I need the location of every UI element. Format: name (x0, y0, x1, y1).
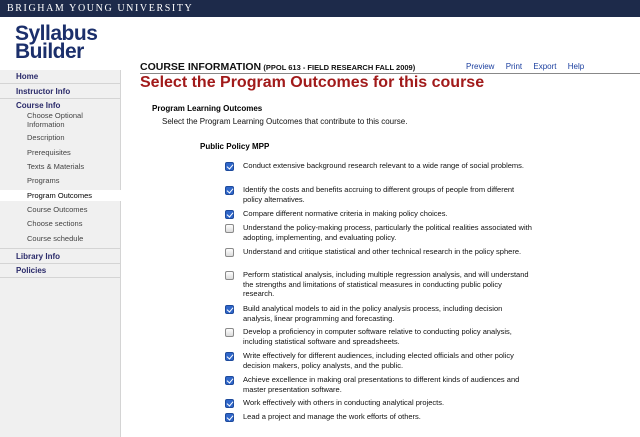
outcome-checkbox[interactable] (225, 413, 234, 422)
top-links (466, 62, 593, 71)
sidebar-item-programs[interactable]: Programs (27, 176, 60, 185)
outcome-checkbox[interactable] (225, 248, 234, 257)
sidebar-item-policies[interactable]: Policies (16, 266, 47, 275)
outcome-text: Conduct extensive background research relevant to a wide range of social problems. (243, 161, 524, 170)
sidebar-item-course-schedule[interactable]: Course schedule (27, 234, 84, 243)
outcome-checkbox[interactable] (225, 328, 234, 337)
outcome-checkbox[interactable] (225, 162, 234, 171)
sidebar-item-texts-materials[interactable]: Texts & Materials (27, 162, 85, 171)
outcome-checkbox[interactable] (225, 224, 234, 233)
choose-optional-line-2: Information (27, 120, 65, 129)
outcome-checkbox[interactable] (225, 210, 234, 219)
app-logo[interactable] (15, 22, 98, 63)
outcome-checkbox[interactable] (225, 352, 234, 361)
sidebar-item-course-info[interactable]: Course Info (16, 101, 61, 110)
outcome-checkbox[interactable] (225, 271, 234, 280)
logo-line-1: Syllabus (15, 22, 98, 45)
outcome-checkbox[interactable] (225, 186, 234, 195)
sidebar-nav (0, 70, 121, 437)
outcome-text: Understand and critique statistical and other technical research in the policy sphere. (243, 247, 522, 256)
outcome-text: Compare different normative criteria in making policy choices. (243, 209, 448, 218)
sidebar-item-instructor-info[interactable]: Instructor Info (16, 87, 71, 96)
sidebar-divider (0, 263, 121, 264)
outcome-text: Perform statistical analysis, including multiple regression analysis, and will understand the strengths and limitations of statistical measures in conducting public policy research. (243, 270, 529, 299)
plo-heading: Program Learning Outcomes (152, 104, 263, 113)
export-link[interactable]: Export (533, 62, 557, 71)
sidebar-item-course-outcomes[interactable]: Course Outcomes (27, 205, 88, 214)
help-link[interactable]: Help (567, 62, 585, 71)
sidebar-item-home[interactable]: Home (16, 72, 39, 81)
outcome-text: Build analytical models to aid in the policy analysis process, including decision analysis, linear programming and forecasting. (243, 304, 503, 323)
sidebar-divider (0, 98, 121, 99)
sidebar-item-program-outcomes[interactable]: Program Outcomes (0, 190, 121, 201)
sidebar-divider (0, 83, 121, 84)
outcome-checkbox[interactable] (225, 399, 234, 408)
outcome-text: Write effectively for different audiences, including elected officials and other policy decision makers, policy analysts, and the public. (243, 351, 514, 370)
outcome-checkbox[interactable] (225, 376, 234, 385)
logo-line-2: Builder (15, 40, 84, 63)
program-name: Public Policy MPP (200, 142, 270, 151)
sidebar-item-choose-sections[interactable]: Choose sections (27, 219, 83, 228)
sidebar-divider (0, 277, 121, 278)
sidebar-item-prerequisites[interactable]: Prerequisites (27, 148, 71, 157)
sidebar-divider (0, 248, 121, 249)
choose-optional-line-1: Choose Optional (27, 111, 83, 120)
course-detail: (PPOL 613 - FIELD RESEARCH FALL 2009) (263, 63, 416, 72)
course-info-label: COURSE INFORMATION (140, 61, 262, 73)
outcome-text: Work effectively with others in conducting analytical projects. (243, 398, 445, 407)
course-header (140, 61, 415, 73)
outcome-text: Identify the costs and benefits accruing to different groups of people from different policy alternatives. (243, 185, 515, 204)
plo-description: Select the Program Learning Outcomes that contribute to this course. (162, 117, 408, 126)
outcome-text: Lead a project and manage the work efforts of others. (243, 412, 421, 421)
university-name: BRIGHAM YOUNG UNIVERSITY (7, 3, 194, 14)
sidebar-item-choose-optional[interactable] (27, 111, 148, 129)
sidebar-item-description[interactable]: Description (27, 133, 65, 142)
preview-link[interactable]: Preview (466, 62, 495, 71)
print-link[interactable]: Print (505, 62, 523, 71)
outcome-text: Develop a proficiency in computer software relative to conducting policy analysis, including statistical software and spreadsheets. (243, 327, 512, 346)
top-banner (0, 0, 640, 17)
outcome-text: Understand the policy-making process, particularly the political realities associated with adopting, implementing, and evaluating policy. (243, 223, 532, 242)
page-title: Select the Program Outcomes for this course (140, 74, 485, 91)
outcome-checkbox[interactable] (225, 305, 234, 314)
outcome-text: Achieve excellence in making oral presentations to different kinds of audiences and master presentation software. (243, 375, 520, 394)
sidebar-item-library-info[interactable]: Library Info (16, 252, 61, 261)
